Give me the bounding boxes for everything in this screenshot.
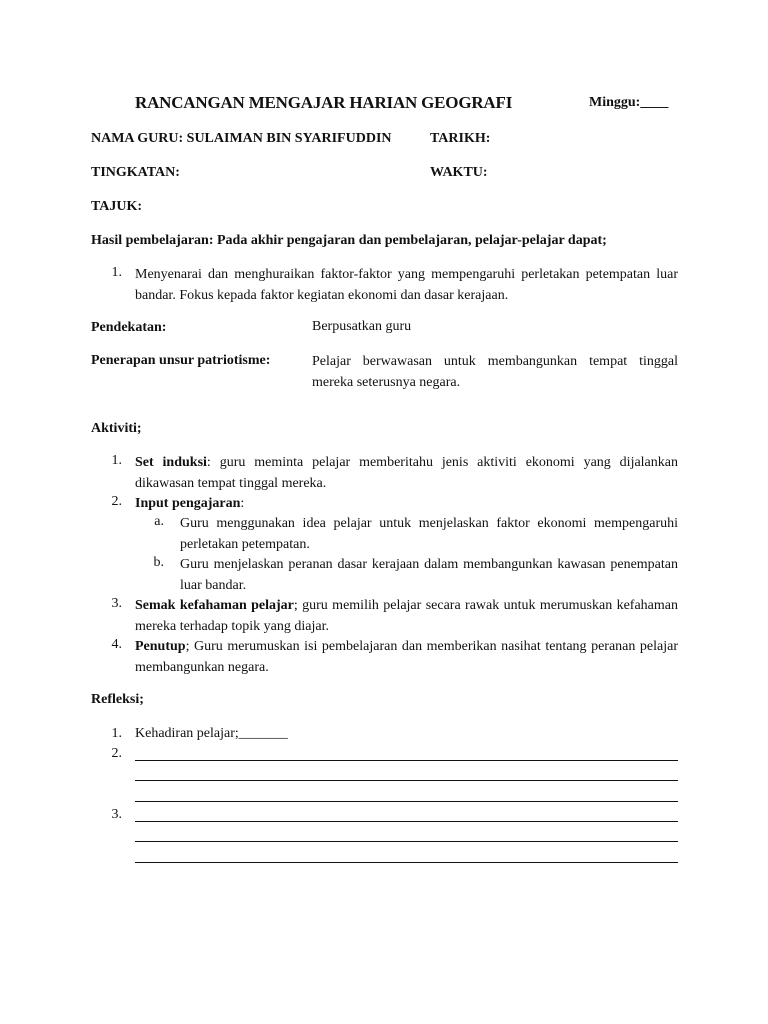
aktiviti-item-number: 2. [111,494,122,509]
refleksi-heading: Refleksi; [91,692,144,707]
answer-line [135,821,678,822]
aktiviti-subitem-a: Guru menggunakan idea pelajar untuk menjelaskan faktor ekonomi mempengaruhi perletakan petempatan. [180,516,678,552]
aktiviti-item-1-text: : guru meminta pelajar memberitahu jenis aktiviti ekonomi yang dijalankan dikawasan tempat tinggal mereka. [135,455,678,491]
aktiviti-heading: Aktiviti; [91,421,142,436]
refleksi-item-number: 2. [111,746,122,761]
aktiviti-item-4 [135,637,678,678]
nama-guru-label: NAMA GURU: SULAIMAN BIN SYARIFUDDIN [91,131,392,146]
hasil-heading: Hasil pembelajaran: Pada akhir pengajaran dan pembelajaran, pelajar-pelajar dapat; [91,233,607,248]
kehadiran-pelajar: Kehadiran pelajar;_______ [135,726,288,741]
aktiviti-subitem-letter: a. [154,514,164,529]
patriotisme-label: Penerapan unsur patriotisme: [91,353,271,368]
aktiviti-item-3-text: ; guru memilih pelajar secara rawak untuk merumuskan kefahaman mereka terhadap topik yang diajar. [135,598,678,634]
aktiviti-item-4-text: ; Guru merumuskan isi pembelajaran dan memberikan nasihat tentang peranan pelajar membangunkan negara. [135,639,678,675]
hasil-item-number: 1. [111,265,122,280]
minggu-field: Minggu:____ [589,95,669,110]
aktiviti-item-number: 4. [111,637,122,652]
refleksi-item-number: 1. [111,726,122,741]
answer-line [135,760,678,761]
refleksi-item-number: 3. [111,807,122,822]
pendekatan-value: Berpusatkan guru [312,319,412,334]
pendekatan-label: Pendekatan: [91,320,167,335]
aktiviti-subitem-letter: b. [153,555,164,570]
aktiviti-item-2 [135,494,678,515]
answer-line [135,841,678,842]
aktiviti-item-1 [135,453,678,494]
answer-line [135,780,678,781]
aktiviti-item-3 [135,596,678,637]
aktiviti-item-number: 1. [111,453,122,468]
aktiviti-item-2-text: : [240,496,245,511]
document-title: RANCANGAN MENGAJAR HARIAN GEOGRAFI [135,93,513,112]
aktiviti-subitem-b: Guru menjelaskan peranan dasar kerajaan dalam membangunkan kawasan penempatan luar bandar. [180,557,678,593]
tarikh-label: TARIKH: [430,131,491,146]
patriotisme-value: Pelajar berwawasan untuk membangunkan tempat tinggal mereka seterusnya negara. [312,354,678,390]
aktiviti-item-1-bold: Set induksi [135,455,207,470]
hasil-item-text: Menyenarai dan menghuraikan faktor-faktor yang mempengaruhi perletakan petempatan luar bandar. Fokus kepada faktor kegiatan ekonomi dan dasar kerajaan. [135,267,678,303]
answer-line [135,862,678,863]
tajuk-label: TAJUK: [91,199,143,214]
aktiviti-item-number: 3. [111,596,122,611]
aktiviti-item-4-bold: Penutup [135,639,186,654]
tingkatan-label: TINGKATAN: [91,165,180,180]
aktiviti-item-3-bold: Semak kefahaman pelajar [135,598,294,613]
waktu-label: WAKTU: [430,165,488,180]
answer-line [135,801,678,802]
aktiviti-item-2-bold: Input pengajaran [135,496,241,511]
